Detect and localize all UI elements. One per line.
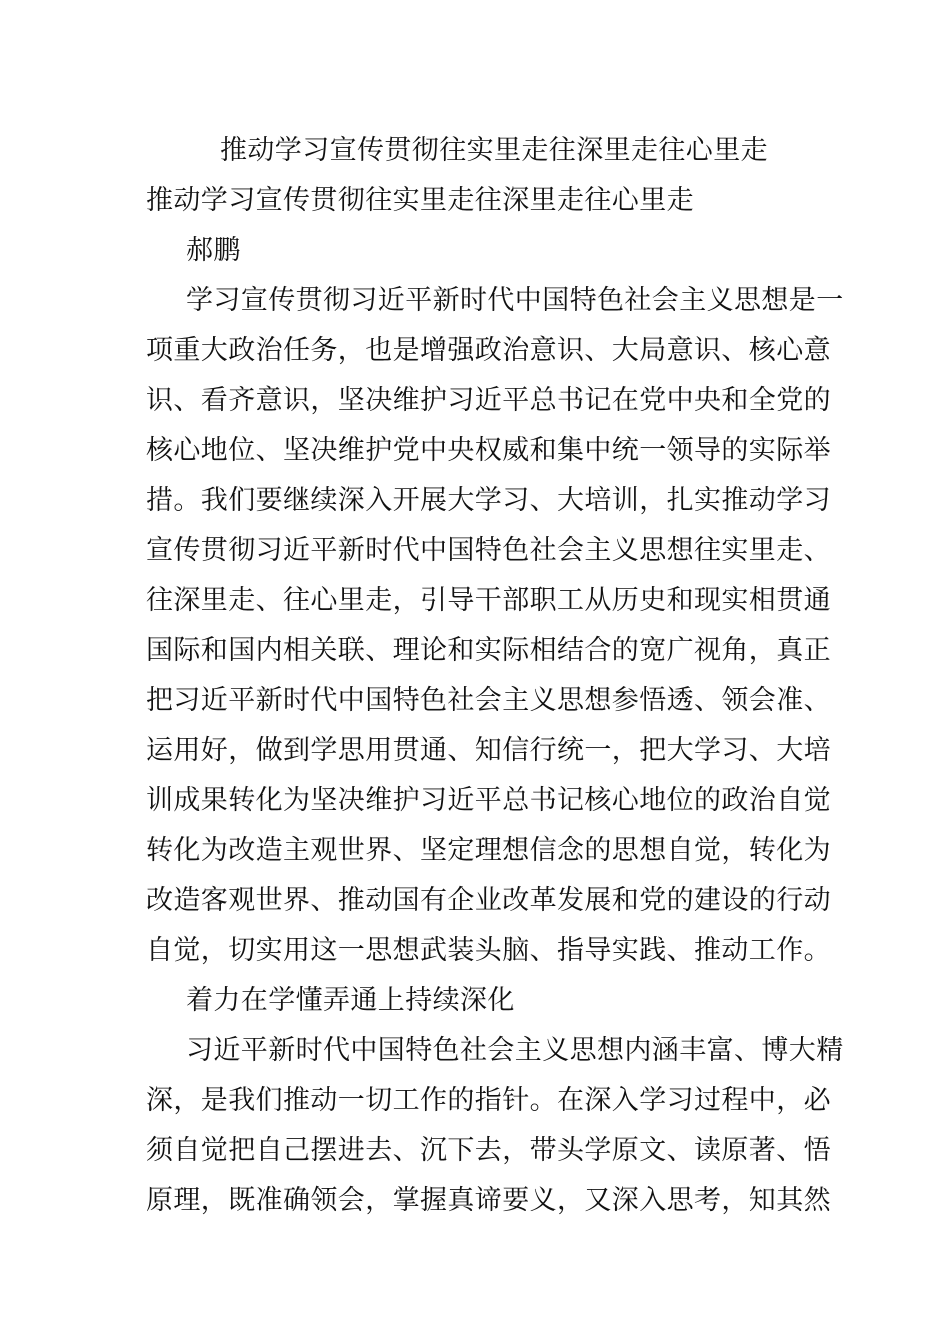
document-title: 推动学习宣传贯彻往实里走往深里走往心里走 bbox=[220, 135, 768, 166]
paragraph-line: 宣传贯彻习近平新时代中国特色社会主义思想往实里走、 bbox=[146, 535, 831, 566]
paragraph-line: 转化为改造主观世界、坚定理想信念的思想自觉，转化为 bbox=[146, 835, 831, 866]
paragraph-line: 自觉，切实用这一思想武装头脑、指导实践、推动工作。 bbox=[146, 935, 831, 966]
paragraph-line: 训成果转化为坚决维护习近平总书记核心地位的政治自觉 bbox=[146, 785, 831, 816]
document-subtitle: 推动学习宣传贯彻往实里走往深里走往心里走 bbox=[146, 185, 694, 216]
paragraph-line: 改造客观世界、推动国有企业改革发展和党的建设的行动 bbox=[146, 885, 831, 916]
paragraph-line: 核心地位、坚决维护党中央权威和集中统一领导的实际举 bbox=[146, 435, 831, 466]
paragraph-line: 须自觉把自己摆进去、沉下去，带头学原文、读原著、悟 bbox=[146, 1135, 831, 1166]
author-name: 郝鹏 bbox=[186, 235, 241, 266]
paragraph-line: 学习宣传贯彻习近平新时代中国特色社会主义思想是一 bbox=[186, 285, 844, 316]
paragraph-line: 往深里走、往心里走，引导干部职工从历史和现实相贯通 bbox=[146, 585, 831, 616]
paragraph-line: 深，是我们推动一切工作的指针。在深入学习过程中，必 bbox=[146, 1085, 831, 1116]
paragraph-line: 项重大政治任务，也是增强政治意识、大局意识、核心意 bbox=[146, 335, 831, 366]
paragraph-line: 把习近平新时代中国特色社会主义思想参悟透、领会准、 bbox=[146, 685, 831, 716]
section-heading: 着力在学懂弄通上持续深化 bbox=[186, 985, 515, 1016]
paragraph-line: 原理，既准确领会，掌握真谛要义，又深入思考，知其然 bbox=[146, 1185, 831, 1216]
paragraph-line: 识、看齐意识，坚决维护习近平总书记在党中央和全党的 bbox=[146, 385, 831, 416]
paragraph-line: 措。我们要继续深入开展大学习、大培训，扎实推动学习 bbox=[146, 485, 831, 516]
paragraph-line: 国际和国内相关联、理论和实际相结合的宽广视角，真正 bbox=[146, 635, 831, 666]
paragraph-line: 习近平新时代中国特色社会主义思想内涵丰富、博大精 bbox=[186, 1035, 844, 1066]
paragraph-line: 运用好，做到学思用贯通、知信行统一，把大学习、大培 bbox=[146, 735, 831, 766]
